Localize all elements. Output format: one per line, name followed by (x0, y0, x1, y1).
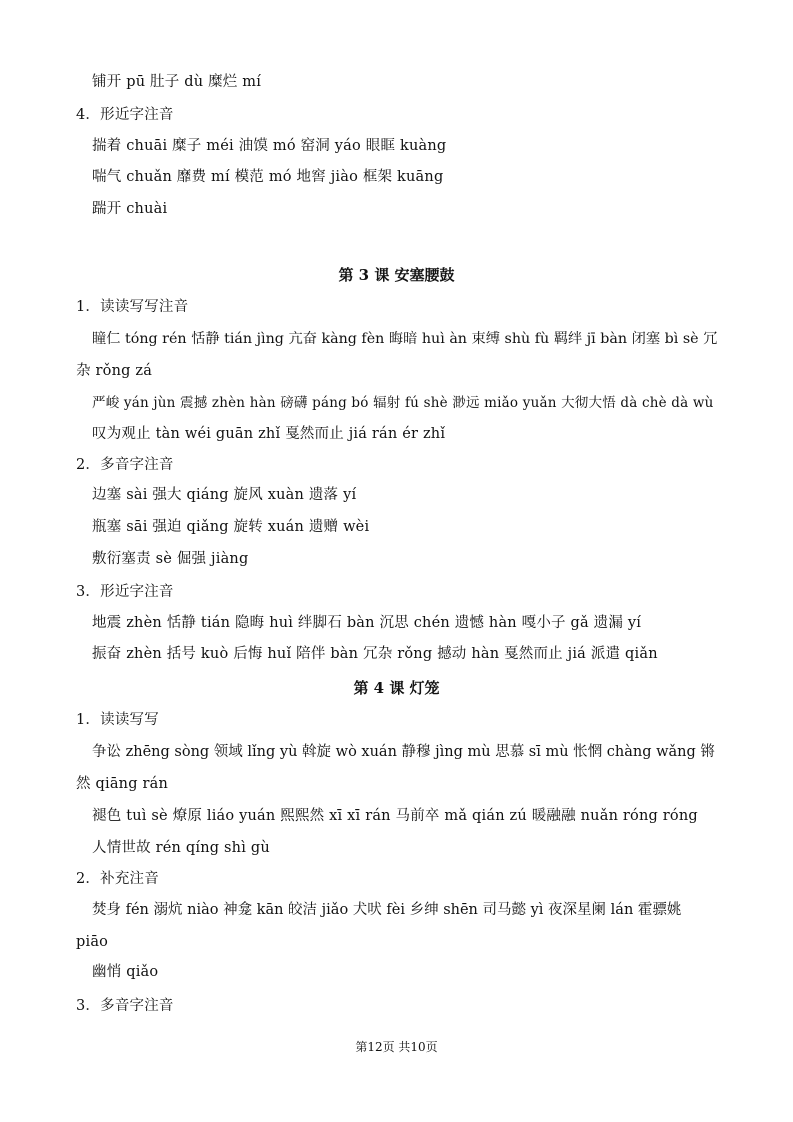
text-line: 揣着 chuāi 糜子 méi 油馍 mó 窑洞 yáo 眼眶 kuàng (92, 138, 447, 154)
section-heading: 2．补充注音 (76, 871, 159, 887)
text-line: 敷衍塞责 sè 倔强 jiàng (92, 551, 249, 567)
text-line: 褪色 tuì sè 燎原 liáo yuán 熙熙然 xī xī rán 马前卒 mǎ qián zú 暖融融 nuǎn róng róng (92, 808, 698, 824)
text-line: 振奋 zhèn 括号 kuò 后悔 huǐ 陪伴 bàn 冗杂 rǒng 撼动 hàn 戛然而止 jiá 派遣 qiǎn (92, 646, 658, 662)
text-line: 然 qiāng rán (76, 776, 169, 792)
text-line: 边塞 sài 强大 qiáng 旋风 xuàn 遗落 yí (92, 487, 357, 503)
section-heading: 3．形近字注音 (76, 584, 174, 600)
text-line: piāo (76, 934, 109, 950)
text-line: 幽悄 qiǎo (92, 964, 159, 980)
text-line: 踹开 chuài (92, 201, 168, 217)
text-line: 人情世故 rén qíng shì gù (92, 840, 270, 856)
lesson-title: 第 4 课 灯笼 (353, 679, 440, 697)
section-heading: 3．多音字注音 (76, 998, 174, 1014)
text-line: 争讼 zhēng sòng 领域 lǐng yù 斡旋 wò xuán 静穆 jìng mù 思慕 sī mù 怅惘 chàng wǎng 锵 (92, 744, 715, 760)
text-line: 瓶塞 sāi 强迫 qiǎng 旋转 xuán 遗赠 wèi (92, 519, 370, 535)
text-line: 焚身 fén 溺炕 niào 神龛 kān 皎洁 jiǎo 犬吠 fèi 乡绅 shēn 司马懿 yì 夜深星阑 lán 霍骠姚 (92, 902, 682, 918)
text-line: 铺开 pū 肚子 dù 糜烂 mí (92, 74, 262, 90)
text-line: 地震 zhèn 恬静 tián 隐晦 huì 绊脚石 bàn 沉思 chén 遗憾 hàn 嘎小子 gǎ 遗漏 yí (92, 615, 642, 631)
section-heading: 1．读读写写注音 (76, 299, 189, 315)
section-heading: 2．多音字注音 (76, 457, 174, 473)
text-line: 杂 rǒng zá (76, 363, 153, 379)
text-line: 瞳仁 tóng rén 恬静 tián jìng 亢奋 kàng fèn 晦暗 huì àn 束缚 shù fù 羁绊 jī bàn 闭塞 bì sè 冗 (92, 331, 718, 347)
text-line: 叹为观止 tàn wéi guān zhǐ 戛然而止 jiá rán ér zhǐ (92, 426, 446, 442)
text-line: 喘气 chuǎn 靡费 mí 模范 mó 地窖 jiào 框架 kuāng (92, 169, 444, 185)
section-heading: 1．读读写写 (76, 712, 159, 728)
page-footer: 第12页 共10页 (355, 1040, 438, 1054)
lesson-title: 第 3 课 安塞腰鼓 (338, 266, 455, 284)
section-heading: 4．形近字注音 (76, 107, 174, 123)
text-line: 严峻 yán jùn 震撼 zhèn hàn 磅礴 páng bó 辐射 fú shè 渺远 miǎo yuǎn 大彻大悟 dà chè dà wù (92, 395, 714, 411)
